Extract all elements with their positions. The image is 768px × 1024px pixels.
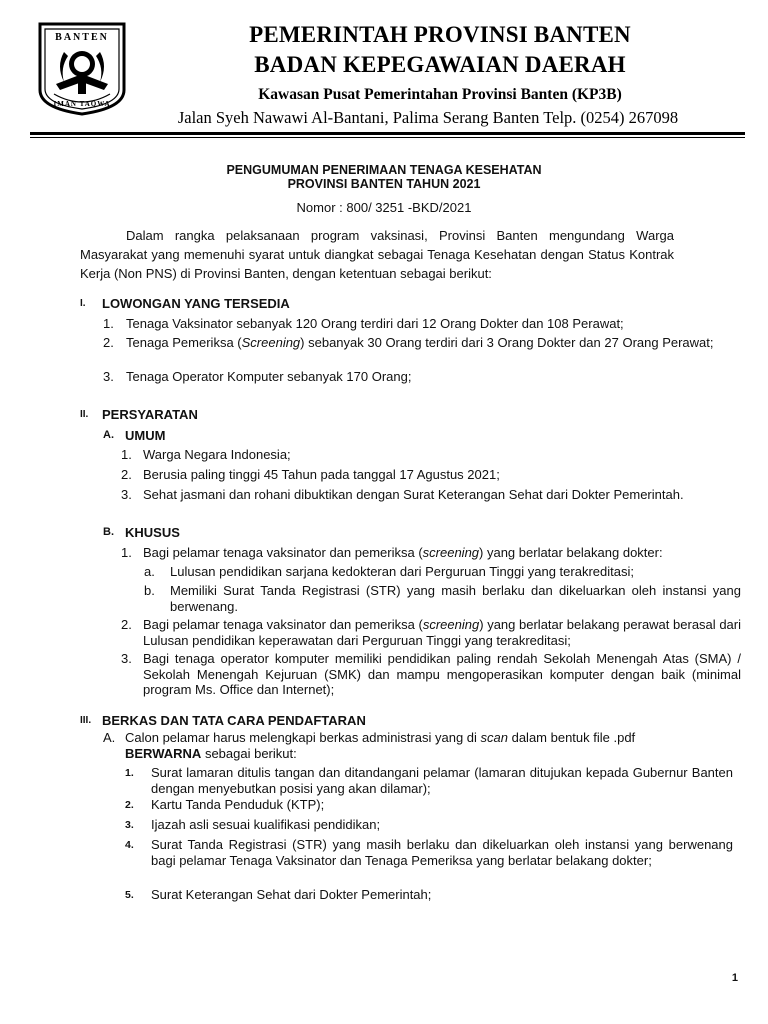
svg-text:BANTEN: BANTEN	[55, 32, 109, 43]
item-text: Surat lamaran ditulis tangan dan ditandangani pelamar (lamaran ditujukan kepada Gubernur Banten dengan menyebutkan posisi yang akan dilamar);	[151, 765, 733, 796]
item-text: Surat Tanda Registrasi (STR) yang masih berlaku dan dikeluarkan oleh instansi yang berwenang bagi pelamar Tenaga Vaksinator dan Tenaga Pemeriksa yang berlatar belakang dokter;	[151, 837, 733, 868]
svg-text:IMAN TAQWA: IMAN TAQWA	[53, 100, 111, 108]
item-text: Bagi tenaga operator komputer memiliki pendidikan paling rendah Sekolah Menengah Atas (SMA) / Sekolah Menengah Kejuruan (SMK) dan mampu mengoperasikan komputer dengan baik (minimal program Ms. Office dan Internet);	[143, 651, 741, 697]
item-number: 2.	[125, 799, 134, 811]
item-text: Memiliki Surat Tanda Registrasi (STR) yang masih berlaku dan dikeluarkan oleh instansi yang berwenang.	[170, 583, 741, 614]
subsection-letter: A.	[103, 730, 116, 745]
item-number: 2.	[103, 335, 114, 350]
item-number: 3.	[125, 819, 134, 831]
letterhead-agency-name: BADAN KEPEGAWAIAN DAERAH	[254, 52, 626, 77]
item-text: Ijazah asli sesuai kualifikasi pendidikan;	[151, 817, 381, 832]
letterhead-complex: Kawasan Pusat Pemerintahan Provinsi Banten (KP3B)	[258, 86, 622, 103]
item-number: 1.	[125, 767, 134, 779]
item-number: 3.	[121, 487, 132, 502]
subsection-letter: A.	[103, 429, 114, 441]
section-number: II.	[80, 409, 89, 420]
section-title: BERKAS DAN TATA CARA PENDAFTARAN	[102, 713, 366, 728]
item-text: Berusia paling tinggi 45 Tahun pada tanggal 17 Agustus 2021;	[143, 467, 500, 482]
letterhead-divider-thick	[30, 132, 745, 135]
item-number: 3.	[121, 651, 132, 666]
section-title: LOWONGAN YANG TERSEDIA	[102, 296, 290, 311]
document-title-line1: PENGUMUMAN PENERIMAAN TENAGA KESEHATAN	[226, 163, 542, 177]
item-text: Tenaga Vaksinator sebanyak 120 Orang terdiri dari 12 Orang Dokter dan 108 Perawat;	[126, 316, 624, 331]
item-text: Sehat jasmani dan rohani dibuktikan dengan Surat Keterangan Sehat dari Dokter Pemerintah.	[143, 487, 684, 502]
item-number: 2.	[121, 617, 132, 632]
item-number: 1.	[121, 447, 132, 462]
section-number: I.	[80, 298, 86, 309]
item-text: Surat Keterangan Sehat dari Dokter Pemerintah;	[151, 887, 432, 902]
item-number: 5.	[125, 889, 134, 901]
item-text: Bagi pelamar tenaga vaksinator dan pemeriksa (screening) yang berlatar belakang dokter:	[143, 545, 663, 560]
letterhead-government-name: PEMERINTAH PROVINSI BANTEN	[249, 22, 631, 47]
letterhead-address: Jalan Syeh Nawawi Al-Bantani, Palima Serang Banten Telp. (0254) 267098	[177, 108, 679, 127]
item-number: 2.	[121, 467, 132, 482]
letterhead-divider-thin	[30, 137, 745, 138]
item-text: Kartu Tanda Penduduk (KTP);	[151, 797, 325, 812]
document-number: Nomor : 800/ 3251 -BKD/2021	[296, 200, 472, 215]
item-text: Lulusan pendidikan sarjana kedokteran dari Perguruan Tinggi yang terakreditasi;	[170, 564, 634, 579]
item-text: Tenaga Operator Komputer sebanyak 170 Orang;	[126, 369, 412, 384]
intro-paragraph: Dalam rangka pelaksanaan program vaksinasi, Provinsi Banten mengundang Warga Masyarakat yang memenuhi syarat untuk diangkat sebagai Tenaga Kesehatan dengan Status Kontrak Kerja (Non PNS) di Provinsi Banten, dengan ketentuan sebagai berikut:	[80, 228, 674, 281]
page-number: 1	[731, 972, 738, 984]
section-title: PERSYARATAN	[102, 407, 198, 422]
item-number: 4.	[125, 839, 134, 851]
item-number: 3.	[103, 369, 114, 384]
item-letter: a.	[144, 564, 155, 579]
banten-emblem-logo	[34, 20, 130, 116]
item-number: 1.	[103, 316, 114, 331]
item-letter: b.	[144, 583, 155, 598]
item-text: Bagi pelamar tenaga vaksinator dan pemeriksa (screening) yang berlatar belakang perawat berasal dari Lulusan pendidikan keperawatan dari Perguruan Tinggi yang terakreditasi;	[143, 617, 741, 648]
subsection-letter: B.	[103, 526, 114, 538]
item-text: Warga Negara Indonesia;	[143, 447, 291, 462]
subsection-title: KHUSUS	[125, 525, 180, 540]
document-title-line2: PROVINSI BANTEN TAHUN 2021	[287, 177, 481, 191]
section-number: III.	[80, 715, 92, 726]
subsection-title: UMUM	[125, 428, 166, 443]
item-text: Calon pelamar harus melengkapi berkas administrasi yang di scan dalam bentuk file .pdf BERWARNA sebagai berikut:	[125, 730, 636, 761]
item-number: 1.	[121, 545, 132, 560]
item-text: Tenaga Pemeriksa (Screening) sebanyak 30 Orang terdiri dari 3 Orang Dokter dan 27 Orang Perawat;	[126, 335, 714, 350]
